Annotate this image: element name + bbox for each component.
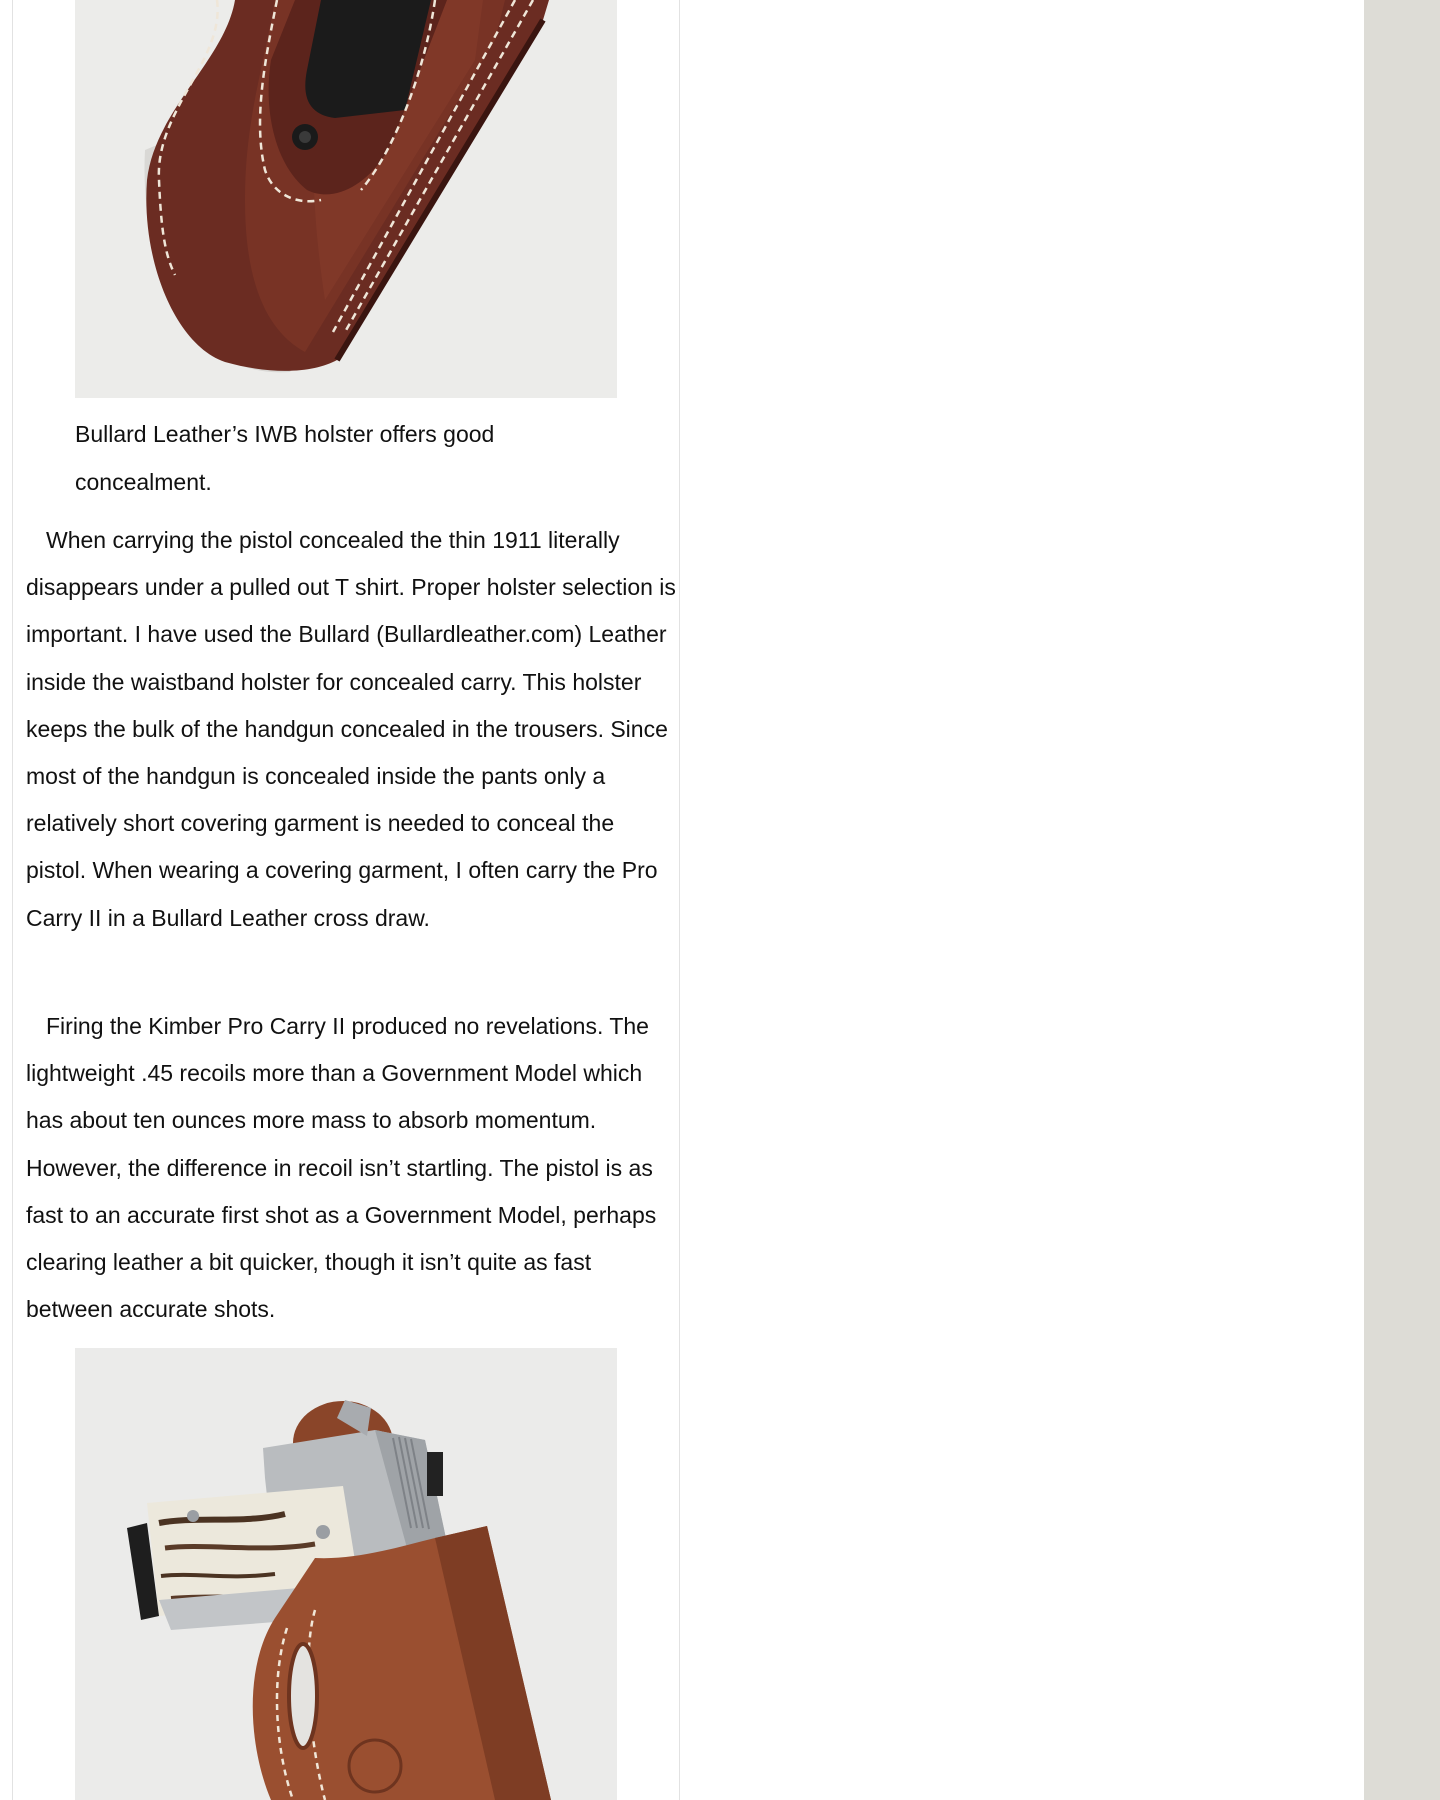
right-gutter (1364, 0, 1440, 1800)
photo-caption: Bullard Leather’s IWB holster offers good concealment. (75, 421, 495, 495)
article-column (12, 0, 680, 1800)
crossdraw-holster-pistol-photo (75, 1348, 617, 1800)
article-paragraph: When carrying the pistol concealed the thin 1911 literally disappears under a pulled out T shirt. Proper holster selection is important. I have used the Bullard (Bullardleather.com) Leather inside the waistband holster for concealed carry. This holster keeps the bulk of the handgun concealed in the trousers. Since most of the handgun is concealed inside the pants only a relatively short covering garment is needed to conceal the pistol. When wearing a covering garment, I often carry the Pro Carry II in a Bullard Leather cross draw. (26, 527, 676, 931)
article-paragraph: Firing the Kimber Pro Carry II produced no revelations. The lightweight .45 recoils more than a Government Model which has about ten ounces more mass to absorb momentum. However, the difference in recoil isn’t startling. The pistol is as fast to an accurate first shot as a Government Model, perhaps clearing leather a bit quicker, though it isn’t quite as fast between accurate shots. (26, 1013, 657, 1323)
iwb-holster-photo (75, 0, 617, 398)
